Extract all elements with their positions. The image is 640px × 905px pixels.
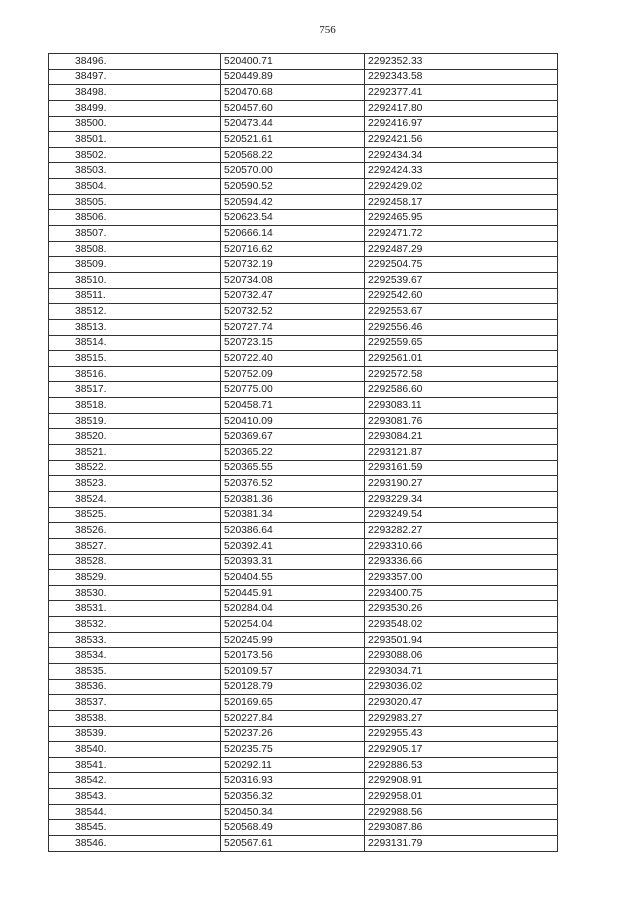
table-row <box>49 679 558 695</box>
x-coordinate-cell: 520734.08 <box>221 272 365 288</box>
x-coordinate-cell: 520567.61 <box>221 836 365 852</box>
point-id-cell: 38540. <box>49 742 221 758</box>
point-id-cell: 38528. <box>49 554 221 570</box>
point-id-cell: 38526. <box>49 523 221 539</box>
point-id-cell: 38518. <box>49 398 221 414</box>
point-id-cell: 38545. <box>49 820 221 836</box>
table-row <box>49 726 558 742</box>
table-row <box>49 163 558 179</box>
table-row <box>49 54 558 70</box>
table-row <box>49 663 558 679</box>
y-coordinate-cell: 2292465.95 <box>365 210 558 226</box>
y-coordinate-cell: 2293087.86 <box>365 820 558 836</box>
x-coordinate-cell: 520732.52 <box>221 304 365 320</box>
x-coordinate-cell: 520521.61 <box>221 132 365 148</box>
table-row <box>49 100 558 116</box>
table-row <box>49 241 558 257</box>
table-row <box>49 257 558 273</box>
point-id-cell: 38501. <box>49 132 221 148</box>
x-coordinate-cell: 520386.64 <box>221 523 365 539</box>
x-coordinate-cell: 520590.52 <box>221 179 365 195</box>
point-id-cell: 38508. <box>49 241 221 257</box>
y-coordinate-cell: 2293088.06 <box>365 648 558 664</box>
table-row <box>49 429 558 445</box>
y-coordinate-cell: 2293548.02 <box>365 617 558 633</box>
x-coordinate-cell: 520376.52 <box>221 476 365 492</box>
table-row <box>49 648 558 664</box>
point-id-cell: 38542. <box>49 773 221 789</box>
table-row <box>49 132 558 148</box>
y-coordinate-cell: 2292424.33 <box>365 163 558 179</box>
table-row <box>49 366 558 382</box>
y-coordinate-cell: 2293084.21 <box>365 429 558 445</box>
table-row <box>49 69 558 85</box>
y-coordinate-cell: 2293400.75 <box>365 585 558 601</box>
table-row <box>49 116 558 132</box>
x-coordinate-cell: 520404.55 <box>221 570 365 586</box>
y-coordinate-cell: 2292955.43 <box>365 726 558 742</box>
point-id-cell: 38534. <box>49 648 221 664</box>
table-row <box>49 742 558 758</box>
table-row <box>49 773 558 789</box>
table-row <box>49 194 558 210</box>
table-row <box>49 836 558 852</box>
table-row <box>49 695 558 711</box>
point-id-cell: 38546. <box>49 836 221 852</box>
point-id-cell: 38538. <box>49 710 221 726</box>
y-coordinate-cell: 2292886.53 <box>365 757 558 773</box>
table-row <box>49 617 558 633</box>
y-coordinate-cell: 2293229.34 <box>365 491 558 507</box>
table-row <box>49 226 558 242</box>
table-row <box>49 585 558 601</box>
coordinates-table <box>48 53 558 852</box>
x-coordinate-cell: 520666.14 <box>221 226 365 242</box>
x-coordinate-cell: 520173.56 <box>221 648 365 664</box>
x-coordinate-cell: 520568.49 <box>221 820 365 836</box>
y-coordinate-cell: 2292542.60 <box>365 288 558 304</box>
x-coordinate-cell: 520292.11 <box>221 757 365 773</box>
y-coordinate-cell: 2292416.97 <box>365 116 558 132</box>
point-id-cell: 38544. <box>49 804 221 820</box>
table-row <box>49 304 558 320</box>
point-id-cell: 38532. <box>49 617 221 633</box>
x-coordinate-cell: 520570.00 <box>221 163 365 179</box>
y-coordinate-cell: 2292553.67 <box>365 304 558 320</box>
point-id-cell: 38531. <box>49 601 221 617</box>
x-coordinate-cell: 520381.36 <box>221 491 365 507</box>
x-coordinate-cell: 520365.22 <box>221 445 365 461</box>
table-row <box>49 460 558 476</box>
y-coordinate-cell: 2292417.80 <box>365 100 558 116</box>
x-coordinate-cell: 520254.04 <box>221 617 365 633</box>
y-coordinate-cell: 2292561.01 <box>365 351 558 367</box>
table-row <box>49 382 558 398</box>
point-id-cell: 38503. <box>49 163 221 179</box>
point-id-cell: 38504. <box>49 179 221 195</box>
y-coordinate-cell: 2292471.72 <box>365 226 558 242</box>
table-row <box>49 272 558 288</box>
table-row <box>49 319 558 335</box>
x-coordinate-cell: 520727.74 <box>221 319 365 335</box>
y-coordinate-cell: 2292343.58 <box>365 69 558 85</box>
y-coordinate-cell: 2292429.02 <box>365 179 558 195</box>
point-id-cell: 38533. <box>49 632 221 648</box>
point-id-cell: 38498. <box>49 85 221 101</box>
y-coordinate-cell: 2292421.56 <box>365 132 558 148</box>
y-coordinate-cell: 2292434.34 <box>365 147 558 163</box>
coordinates-table-body <box>49 54 558 852</box>
x-coordinate-cell: 520109.57 <box>221 663 365 679</box>
table-row <box>49 570 558 586</box>
y-coordinate-cell: 2292458.17 <box>365 194 558 210</box>
point-id-cell: 38510. <box>49 272 221 288</box>
x-coordinate-cell: 520245.99 <box>221 632 365 648</box>
point-id-cell: 38511. <box>49 288 221 304</box>
x-coordinate-cell: 520237.26 <box>221 726 365 742</box>
x-coordinate-cell: 520284.04 <box>221 601 365 617</box>
table-row <box>49 507 558 523</box>
table-row <box>49 789 558 805</box>
y-coordinate-cell: 2293282.27 <box>365 523 558 539</box>
point-id-cell: 38523. <box>49 476 221 492</box>
x-coordinate-cell: 520227.84 <box>221 710 365 726</box>
x-coordinate-cell: 520445.91 <box>221 585 365 601</box>
y-coordinate-cell: 2292559.65 <box>365 335 558 351</box>
table-row <box>49 288 558 304</box>
point-id-cell: 38537. <box>49 695 221 711</box>
y-coordinate-cell: 2292539.67 <box>365 272 558 288</box>
point-id-cell: 38517. <box>49 382 221 398</box>
point-id-cell: 38524. <box>49 491 221 507</box>
x-coordinate-cell: 520723.15 <box>221 335 365 351</box>
point-id-cell: 38541. <box>49 757 221 773</box>
point-id-cell: 38535. <box>49 663 221 679</box>
point-id-cell: 38514. <box>49 335 221 351</box>
x-coordinate-cell: 520457.60 <box>221 100 365 116</box>
y-coordinate-cell: 2293501.94 <box>365 632 558 648</box>
table-row <box>49 335 558 351</box>
x-coordinate-cell: 520410.09 <box>221 413 365 429</box>
x-coordinate-cell: 520316.93 <box>221 773 365 789</box>
y-coordinate-cell: 2293083.11 <box>365 398 558 414</box>
table-row <box>49 632 558 648</box>
table-row <box>49 538 558 554</box>
x-coordinate-cell: 520400.71 <box>221 54 365 70</box>
x-coordinate-cell: 520369.67 <box>221 429 365 445</box>
point-id-cell: 38529. <box>49 570 221 586</box>
page-number: 756 <box>319 24 336 36</box>
point-id-cell: 38507. <box>49 226 221 242</box>
y-coordinate-cell: 2292586.60 <box>365 382 558 398</box>
point-id-cell: 38505. <box>49 194 221 210</box>
table-row <box>49 820 558 836</box>
x-coordinate-cell: 520752.09 <box>221 366 365 382</box>
y-coordinate-cell: 2293121.87 <box>365 445 558 461</box>
x-coordinate-cell: 520775.00 <box>221 382 365 398</box>
x-coordinate-cell: 520169.65 <box>221 695 365 711</box>
x-coordinate-cell: 520470.68 <box>221 85 365 101</box>
table-row <box>49 523 558 539</box>
x-coordinate-cell: 520356.32 <box>221 789 365 805</box>
x-coordinate-cell: 520623.54 <box>221 210 365 226</box>
y-coordinate-cell: 2292958.01 <box>365 789 558 805</box>
y-coordinate-cell: 2293034.71 <box>365 663 558 679</box>
y-coordinate-cell: 2292908.91 <box>365 773 558 789</box>
point-id-cell: 38519. <box>49 413 221 429</box>
y-coordinate-cell: 2293081.76 <box>365 413 558 429</box>
y-coordinate-cell: 2293336.66 <box>365 554 558 570</box>
point-id-cell: 38515. <box>49 351 221 367</box>
table-row <box>49 710 558 726</box>
x-coordinate-cell: 520458.71 <box>221 398 365 414</box>
x-coordinate-cell: 520716.62 <box>221 241 365 257</box>
table-row <box>49 179 558 195</box>
y-coordinate-cell: 2293530.26 <box>365 601 558 617</box>
point-id-cell: 38521. <box>49 445 221 461</box>
y-coordinate-cell: 2292377.41 <box>365 85 558 101</box>
point-id-cell: 38496. <box>49 54 221 70</box>
point-id-cell: 38497. <box>49 69 221 85</box>
y-coordinate-cell: 2292983.27 <box>365 710 558 726</box>
point-id-cell: 38500. <box>49 116 221 132</box>
table-row <box>49 147 558 163</box>
table-row <box>49 85 558 101</box>
point-id-cell: 38525. <box>49 507 221 523</box>
table-row <box>49 445 558 461</box>
table-row <box>49 476 558 492</box>
point-id-cell: 38509. <box>49 257 221 273</box>
table-row <box>49 601 558 617</box>
x-coordinate-cell: 520128.79 <box>221 679 365 695</box>
x-coordinate-cell: 520235.75 <box>221 742 365 758</box>
x-coordinate-cell: 520393.31 <box>221 554 365 570</box>
y-coordinate-cell: 2293020.47 <box>365 695 558 711</box>
y-coordinate-cell: 2293161.59 <box>365 460 558 476</box>
x-coordinate-cell: 520732.19 <box>221 257 365 273</box>
table-row <box>49 398 558 414</box>
x-coordinate-cell: 520732.47 <box>221 288 365 304</box>
y-coordinate-cell: 2293131.79 <box>365 836 558 852</box>
y-coordinate-cell: 2292905.17 <box>365 742 558 758</box>
x-coordinate-cell: 520381.34 <box>221 507 365 523</box>
point-id-cell: 38506. <box>49 210 221 226</box>
point-id-cell: 38499. <box>49 100 221 116</box>
table-row <box>49 351 558 367</box>
point-id-cell: 38530. <box>49 585 221 601</box>
x-coordinate-cell: 520473.44 <box>221 116 365 132</box>
table-row <box>49 757 558 773</box>
point-id-cell: 38513. <box>49 319 221 335</box>
point-id-cell: 38527. <box>49 538 221 554</box>
table-row <box>49 413 558 429</box>
table-row <box>49 491 558 507</box>
y-coordinate-cell: 2293249.54 <box>365 507 558 523</box>
x-coordinate-cell: 520392.41 <box>221 538 365 554</box>
point-id-cell: 38516. <box>49 366 221 382</box>
y-coordinate-cell: 2293190.27 <box>365 476 558 492</box>
x-coordinate-cell: 520365.55 <box>221 460 365 476</box>
y-coordinate-cell: 2293357.00 <box>365 570 558 586</box>
point-id-cell: 38539. <box>49 726 221 742</box>
y-coordinate-cell: 2292504.75 <box>365 257 558 273</box>
x-coordinate-cell: 520568.22 <box>221 147 365 163</box>
x-coordinate-cell: 520594.42 <box>221 194 365 210</box>
table-row <box>49 210 558 226</box>
x-coordinate-cell: 520449.89 <box>221 69 365 85</box>
point-id-cell: 38536. <box>49 679 221 695</box>
point-id-cell: 38502. <box>49 147 221 163</box>
y-coordinate-cell: 2292556.46 <box>365 319 558 335</box>
point-id-cell: 38522. <box>49 460 221 476</box>
point-id-cell: 38543. <box>49 789 221 805</box>
y-coordinate-cell: 2292572.58 <box>365 366 558 382</box>
y-coordinate-cell: 2292487.29 <box>365 241 558 257</box>
y-coordinate-cell: 2293036.02 <box>365 679 558 695</box>
y-coordinate-cell: 2292352.33 <box>365 54 558 70</box>
y-coordinate-cell: 2293310.66 <box>365 538 558 554</box>
y-coordinate-cell: 2292988.56 <box>365 804 558 820</box>
point-id-cell: 38520. <box>49 429 221 445</box>
table-row <box>49 554 558 570</box>
x-coordinate-cell: 520450.34 <box>221 804 365 820</box>
table-row <box>49 804 558 820</box>
point-id-cell: 38512. <box>49 304 221 320</box>
x-coordinate-cell: 520722.40 <box>221 351 365 367</box>
